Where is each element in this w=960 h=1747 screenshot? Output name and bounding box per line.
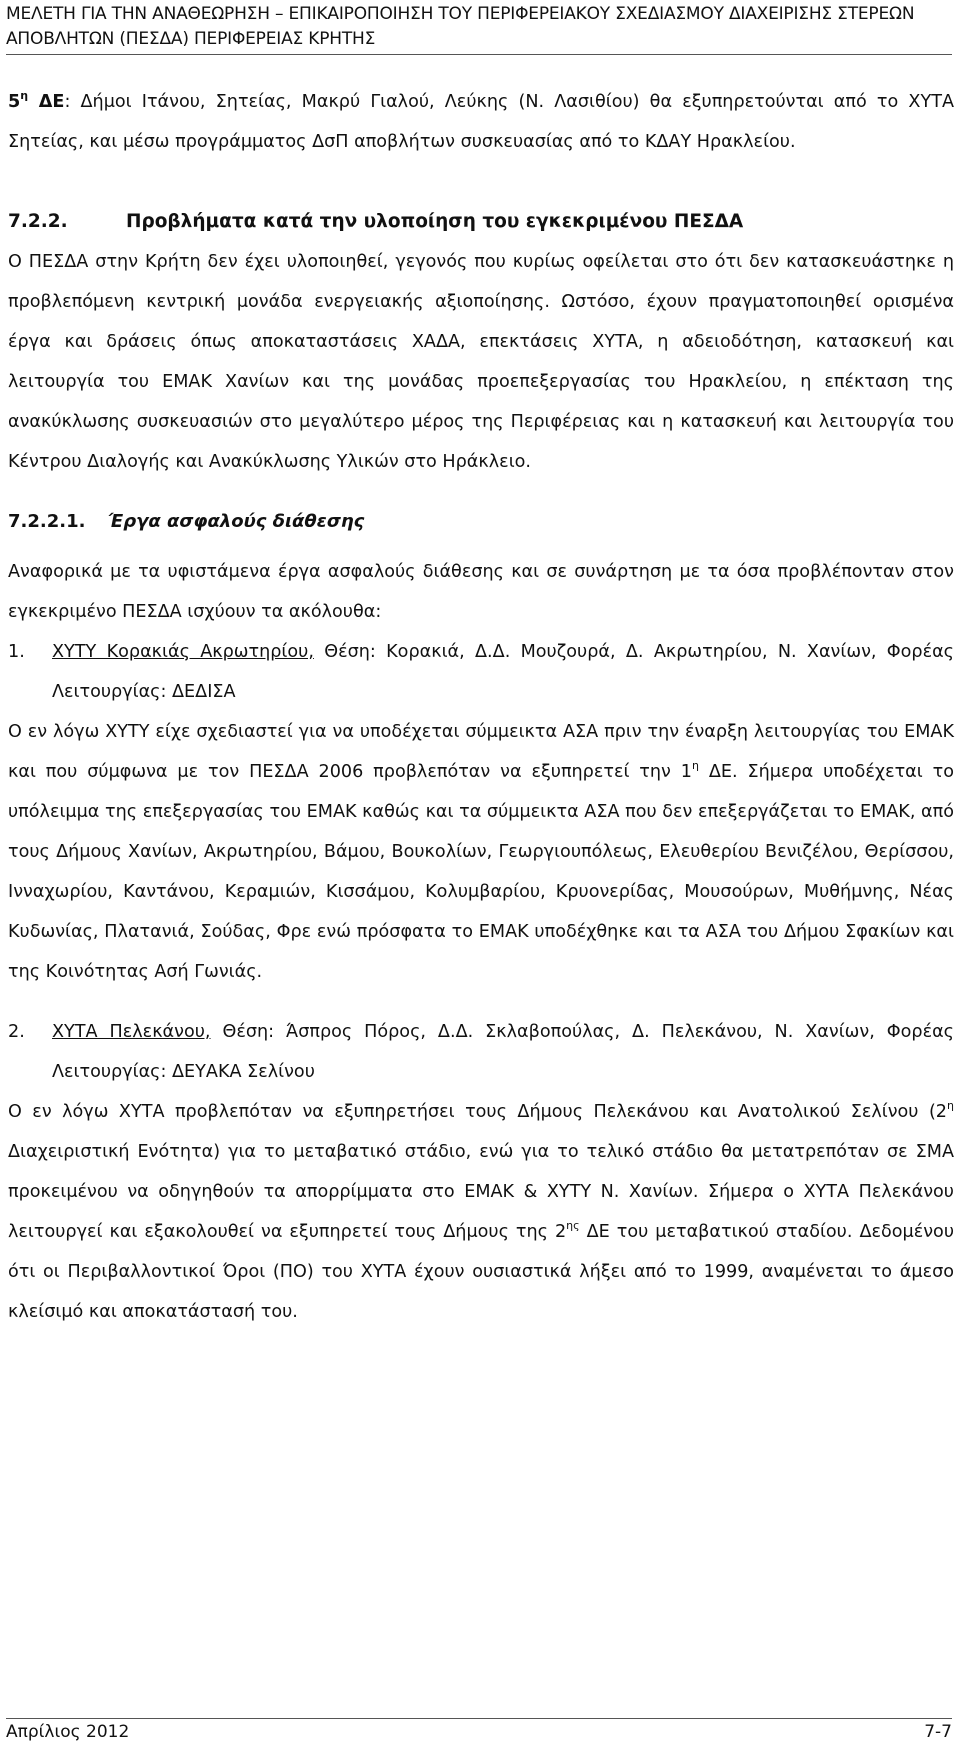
list-item-number: 1. (8, 642, 25, 662)
item-paragraph-sup: η (691, 759, 699, 772)
item-paragraph-text: Διαχειριστική Ενότητα) για το μεταβατικό στάδιο, ενώ για το τελικό στάδιο θα μετατρεπόταν σε ΣΜΑ προκειμένου να οδηγηθούν τα απορρίμματα στο ΕΜΑΚ & ΧΥΤΥ Ν. Χανίων. Σήμερα ο ΧΥΤΑ Πελεκάνου λειτουργεί και εξακολουθεί να εξυπηρετεί τους Δήμους της 2 (8, 1142, 954, 1242)
item-paragraph (8, 1092, 954, 1332)
item-paragraph (8, 712, 954, 992)
running-footer (6, 1718, 952, 1745)
subsection-number: 7.2.2.1. (8, 511, 86, 532)
item-paragraph-text: ΔΕ του μεταβατικού σταδίου. Δεδομένου ότι οι Περιβαλλοντικοί Όροι (ΠΟ) του ΧΥΤΑ έχουν ουσιαστικά λήξει από το 1999, αναμένεται το άμεσο κλείσιμό και αποκατάστασή του. (8, 1222, 955, 1322)
document-body (8, 82, 954, 1332)
header-line-1: ΜΕΛΕΤΗ ΓΙΑ ΤΗΝ ΑΝΑΘΕΩΡΗΣΗ – ΕΠΙΚΑΙΡΟΠΟΙΗΣΗ ΤΟΥ ΠΕΡΙΦΕΡΕΙΑΚΟΥ ΣΧΕΔΙΑΣΜΟΥ ΔΙΑΧΕΙΡΙΣΗΣ ΣΤΕΡΕΩΝ (6, 4, 915, 24)
item-paragraph-sup: ης (566, 1219, 580, 1232)
list-item-text (52, 1012, 954, 1092)
list-item-number: 2. (8, 1022, 25, 1042)
subsection-paragraph: Αναφορικά με τα υφιστάμενα έργα ασφαλούς διάθεσης και σε συνάρτηση με τα όσα προβλέπονταν στον εγκεκριμένο ΠΕΣΔΑ ισχύουν τα ακόλουθα: (8, 562, 954, 622)
item-paragraph-sup: η (947, 1099, 954, 1112)
intro-num: 5 (8, 92, 21, 112)
intro-sup: η (20, 89, 29, 102)
facility-details: Θέση: Άσπρος Πόρος, Δ.Δ. Σκλαβοπούλας, Δ. Πελεκάνου, Ν. Χανίων, Φορέας Λειτουργίας: ΔΕΥΑΚΑ Σελίνου (52, 1022, 955, 1082)
running-header (6, 2, 952, 55)
section-number: 7.2.2. (8, 211, 68, 232)
facility-name: ΧΥΤΥ Κορακιάς Ακρωτηρίου, (52, 642, 314, 662)
intro-label: ΔΕ (38, 92, 65, 112)
list-item-text (52, 632, 954, 712)
section-paragraph: Ο ΠΕΣΔΑ στην Κρήτη δεν έχει υλοποιηθεί, γεγονός που κυρίως οφείλεται στο ότι δεν κατασκευάστηκε η προβλεπόμενη κεντρική μονάδα ενεργειακής αξιοποίησης. Ωστόσο, έχουν πραγματοποιηθεί ορισμένα έργα και δράσεις όπως αποκαταστάσεις ΧΑΔΑ, επεκτάσεις ΧΥΤΑ, η αδειοδότηση, κατασκευή και λειτουργία του ΕΜΑΚ Χανίων και της μονάδας προεπεξεργασίας του Ηρακλείου, η επέκταση της ανακύκλωσης συσκευασιών στο μεγαλύτερο μέρος της Περιφέρειας και η κατασκευή και λειτουργία του Κέντρου Διαλογής και Ανακύκλωσης Υλικών στο Ηράκλειο. (8, 252, 954, 472)
subsection-heading (8, 502, 954, 542)
item-paragraph-text: ΔΕ. Σήμερα υποδέχεται το υπόλειμμα της επεξεργασίας του ΕΜΑΚ καθώς και τα σύμμεικτα ΑΣΑ που δεν επεξεργάζεται το ΕΜΑΚ, από τους Δήμους Χανίων, Ακρωτηρίου, Βάμου, Βουκολίων, Γεωργιουπόλεως, Ελευθερίου Βενιζέλου, Θερίσσου, Ινναχωρίου, Καντάνου, Κεραμιών, Κισσάμου, Κολυμβαρίου, Κρυονερίδας, Μουσούρων, Μυθήμνης, Νέας Κυδωνίας, Πλατανιά, Σούδας, Φρε ενώ πρόσφατα το ΕΜΑΚ υποδέχθηκε και τα ΑΣΑ του Δήμου Σφακίων και της Κοινότητας Ασή Γωνιάς. (8, 762, 954, 982)
page-number: 7-7 (924, 1722, 952, 1742)
item-paragraph-text: Ο εν λόγω ΧΥΤΑ προβλεπόταν να εξυπηρετήσει τους Δήμους Πελεκάνου και Ανατολικού Σελίνου (2 (8, 1102, 948, 1122)
footer-date: Απρίλιος 2012 (6, 1722, 130, 1742)
list-item (8, 632, 954, 712)
subsection-title: Έργα ασφαλούς διάθεσης (108, 511, 365, 532)
intro-text: : Δήμοι Ιτάνου, Σητείας, Μακρύ Γιαλού, Λεύκης (Ν. Λασιθίου) θα εξυπηρετούνται από το ΧΥΤΑ Σητείας, και μέσω προγράμματος ΔσΠ αποβλήτων συσκευασίας από το ΚΔΑΥ Ηρακλείου. (8, 92, 954, 152)
section-title: Προβλήματα κατά την υλοποίηση του εγκεκριμένου ΠΕΣΔΑ (126, 211, 744, 232)
header-line-2: ΑΠΟΒΛΗΤΩΝ (ΠΕΣΔΑ) ΠΕΡΙΦΕΡΕΙΑΣ ΚΡΗΤΗΣ (6, 29, 376, 49)
facility-name: ΧΥΤΑ Πελεκάνου, (52, 1022, 211, 1042)
list-item (8, 1012, 954, 1092)
item-paragraph-text: Ο εν λόγω ΧΥΤΥ είχε σχεδιαστεί για να υποδέχεται σύμμεικτα ΑΣΑ πριν την έναρξη λειτουργίας του ΕΜΑΚ και που σύμφωνα με τον ΠΕΣΔΑ 2006 προβλεπόταν να εξυπηρετεί την 1 (8, 722, 954, 782)
section-heading (8, 202, 954, 242)
intro-paragraph (8, 82, 954, 162)
facility-details: Θέση: Κορακιά, Δ.Δ. Μουζουρά, Δ. Ακρωτηρίου, Ν. Χανίων, Φορέας Λειτουργίας: ΔΕΔΙΣΑ (52, 642, 955, 702)
